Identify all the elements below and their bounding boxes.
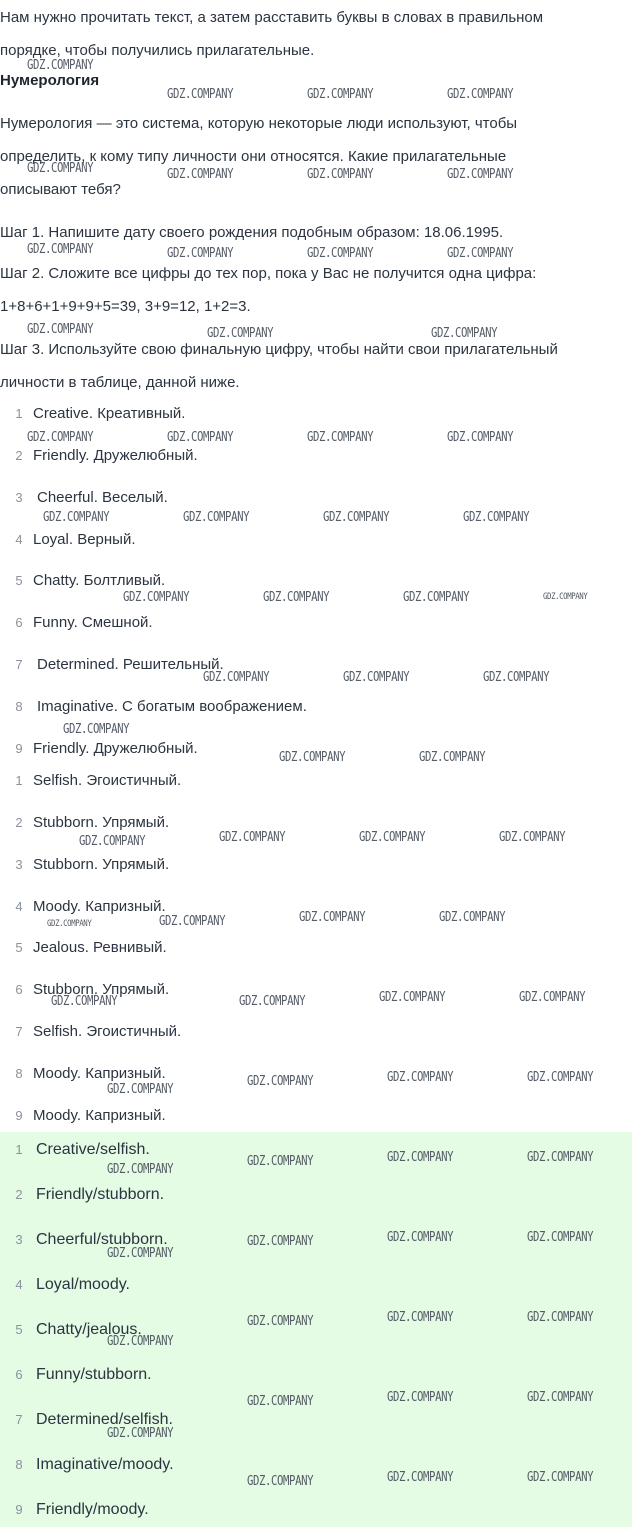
watermark: GDZ.COMPANY xyxy=(387,1230,454,1245)
watermark: GDZ.COMPANY xyxy=(527,1070,594,1085)
watermark: GDZ.COMPANY xyxy=(463,510,530,525)
item-text: Imaginative. С богатым воображением. xyxy=(37,698,307,715)
watermark: GDZ.COMPANY xyxy=(519,990,586,1005)
watermark: GDZ.COMPANY xyxy=(239,994,306,1009)
watermark: GDZ.COMPANY xyxy=(27,242,94,257)
step-3-line-2: личности в таблице, данной ниже. xyxy=(0,374,240,391)
watermark: GDZ.COMPANY xyxy=(307,87,374,102)
watermark: GDZ.COMPANY xyxy=(527,1390,594,1405)
item-text: Determined. Решительный. xyxy=(37,656,224,673)
item-number: 4 xyxy=(15,532,23,547)
watermark: GDZ.COMPANY xyxy=(447,87,514,102)
watermark: GDZ.COMPANY xyxy=(387,1310,454,1325)
item-number: 3 xyxy=(15,1232,23,1247)
watermark: GDZ.COMPANY xyxy=(159,914,226,929)
watermark: GDZ.COMPANY xyxy=(419,750,486,765)
item-number: 9 xyxy=(15,1108,23,1123)
item-number: 7 xyxy=(15,1024,23,1039)
item-text: Stubborn. Упрямый. xyxy=(33,856,170,873)
watermark: GDZ.COMPANY xyxy=(107,1334,174,1349)
item-text: Loyal/moody. xyxy=(36,1276,130,1293)
watermark: GDZ.COMPANY xyxy=(387,1150,454,1165)
item-number: 7 xyxy=(15,1412,23,1427)
watermark: GDZ.COMPANY xyxy=(123,590,190,605)
item-number: 6 xyxy=(15,615,23,630)
watermark: GDZ.COMPANY xyxy=(247,1074,314,1089)
item-number: 9 xyxy=(15,1502,23,1517)
item-text: Selfish. Эгоистичный. xyxy=(33,772,182,789)
watermark: GDZ.COMPANY xyxy=(51,994,118,1009)
item-text: Moody. Капризный. xyxy=(33,1065,166,1082)
item-text: Jealous. Ревнивый. xyxy=(33,939,167,956)
watermark: GDZ.COMPANY xyxy=(439,910,506,925)
description-line-1: Нумерология — это система, которую некоторые люди используют, чтобы xyxy=(0,115,518,132)
description-line-2: определить, к кому типу личности они относятся. Какие прилагательные xyxy=(0,148,507,165)
description-line-3: описывают тебя? xyxy=(0,181,121,198)
watermark: GDZ.COMPANY xyxy=(47,919,92,929)
item-number: 8 xyxy=(15,1066,23,1081)
watermark: GDZ.COMPANY xyxy=(43,510,110,525)
item-text: Stubborn. Упрямый. xyxy=(33,814,170,831)
step-2-line-2: 1+8+6+1+9+9+5=39, 3+9=12, 1+2=3. xyxy=(0,298,251,315)
watermark: GDZ.COMPANY xyxy=(27,161,94,176)
watermark: GDZ.COMPANY xyxy=(167,87,234,102)
watermark: GDZ.COMPANY xyxy=(63,722,130,737)
item-number: 6 xyxy=(15,982,23,997)
watermark: GDZ.COMPANY xyxy=(79,834,146,849)
watermark: GDZ.COMPANY xyxy=(167,246,234,261)
watermark: GDZ.COMPANY xyxy=(527,1470,594,1485)
item-number: 1 xyxy=(15,1142,23,1157)
watermark: GDZ.COMPANY xyxy=(247,1154,314,1169)
item-text: Stubborn. Упрямый. xyxy=(33,981,170,998)
watermark: GDZ.COMPANY xyxy=(167,167,234,182)
watermark: GDZ.COMPANY xyxy=(27,322,94,337)
watermark: GDZ.COMPANY xyxy=(403,590,470,605)
item-text: Friendly/moody. xyxy=(36,1501,149,1518)
item-text: Funny. Смешной. xyxy=(33,614,153,631)
watermark: GDZ.COMPANY xyxy=(323,510,390,525)
watermark: GDZ.COMPANY xyxy=(167,430,234,445)
item-text: Imaginative/moody. xyxy=(36,1456,174,1473)
item-number: 8 xyxy=(15,1457,23,1472)
watermark: GDZ.COMPANY xyxy=(359,830,426,845)
watermark: GDZ.COMPANY xyxy=(247,1314,314,1329)
watermark: GDZ.COMPANY xyxy=(307,167,374,182)
watermark: GDZ.COMPANY xyxy=(543,592,588,602)
item-number: 9 xyxy=(15,741,23,756)
item-text: Creative/selfish. xyxy=(36,1141,150,1158)
watermark: GDZ.COMPANY xyxy=(299,910,366,925)
intro-line-1: Нам нужно прочитать текст, а затем расставить буквы в словах в правильном xyxy=(0,9,544,26)
watermark: GDZ.COMPANY xyxy=(263,590,330,605)
item-text: Friendly. Дружелюбный. xyxy=(33,740,198,757)
item-number: 2 xyxy=(15,448,23,463)
watermark: GDZ.COMPANY xyxy=(107,1162,174,1177)
watermark: GDZ.COMPANY xyxy=(527,1230,594,1245)
watermark: GDZ.COMPANY xyxy=(379,990,446,1005)
watermark: GDZ.COMPANY xyxy=(247,1474,314,1489)
watermark: GDZ.COMPANY xyxy=(387,1390,454,1405)
answers-block xyxy=(0,1132,632,1527)
item-text: Cheerful/stubborn. xyxy=(36,1231,168,1248)
item-number: 6 xyxy=(15,1367,23,1382)
watermark: GDZ.COMPANY xyxy=(387,1070,454,1085)
item-number: 5 xyxy=(15,573,23,588)
item-number: 8 xyxy=(15,699,23,714)
item-number: 2 xyxy=(15,1187,23,1202)
watermark: GDZ.COMPANY xyxy=(247,1394,314,1409)
section-heading: Нумерология xyxy=(0,72,100,89)
watermark: GDZ.COMPANY xyxy=(107,1246,174,1261)
item-number: 7 xyxy=(15,657,23,672)
watermark: GDZ.COMPANY xyxy=(307,246,374,261)
item-text: Chatty. Болтливый. xyxy=(33,572,166,589)
watermark: GDZ.COMPANY xyxy=(27,430,94,445)
item-text: Determined/selfish. xyxy=(36,1411,173,1428)
item-number: 3 xyxy=(15,857,23,872)
watermark: GDZ.COMPANY xyxy=(483,670,550,685)
item-number: 4 xyxy=(15,899,23,914)
item-text: Moody. Капризный. xyxy=(33,898,166,915)
item-text: Cheerful. Веселый. xyxy=(37,489,168,506)
watermark: GDZ.COMPANY xyxy=(27,58,94,73)
watermark: GDZ.COMPANY xyxy=(107,1426,174,1441)
item-number: 2 xyxy=(15,815,23,830)
watermark: GDZ.COMPANY xyxy=(307,430,374,445)
item-number: 5 xyxy=(15,940,23,955)
item-text: Loyal. Верный. xyxy=(33,531,136,548)
watermark: GDZ.COMPANY xyxy=(207,326,274,341)
watermark: GDZ.COMPANY xyxy=(343,670,410,685)
item-text: Friendly. Дружелюбный. xyxy=(33,447,198,464)
item-number: 5 xyxy=(15,1322,23,1337)
watermark: GDZ.COMPANY xyxy=(203,670,270,685)
watermark: GDZ.COMPANY xyxy=(447,430,514,445)
watermark: GDZ.COMPANY xyxy=(107,1082,174,1097)
intro-line-2: порядке, чтобы получились прилагательные. xyxy=(0,42,315,59)
item-number: 3 xyxy=(15,490,23,505)
watermark: GDZ.COMPANY xyxy=(387,1470,454,1485)
watermark: GDZ.COMPANY xyxy=(527,1310,594,1325)
item-text: Moody. Капризный. xyxy=(33,1107,166,1124)
step-1: Шаг 1. Напишите дату своего рождения подобным образом: 18.06.1995. xyxy=(0,224,504,241)
watermark: GDZ.COMPANY xyxy=(219,830,286,845)
watermark: GDZ.COMPANY xyxy=(279,750,346,765)
watermark: GDZ.COMPANY xyxy=(527,1150,594,1165)
item-text: Selfish. Эгоистичный. xyxy=(33,1023,182,1040)
watermark: GDZ.COMPANY xyxy=(447,246,514,261)
item-number: 1 xyxy=(15,406,23,421)
step-2-line-1: Шаг 2. Сложите все цифры до тех пор, пока у Вас не получится одна цифра: xyxy=(0,265,537,282)
watermark: GDZ.COMPANY xyxy=(431,326,498,341)
watermark: GDZ.COMPANY xyxy=(447,167,514,182)
item-text: Funny/stubborn. xyxy=(36,1366,152,1383)
watermark: GDZ.COMPANY xyxy=(247,1234,314,1249)
watermark: GDZ.COMPANY xyxy=(499,830,566,845)
item-number: 4 xyxy=(15,1277,23,1292)
step-3-line-1: Шаг 3. Используйте свою финальную цифру, чтобы найти свои прилагательный xyxy=(0,341,558,358)
item-number: 1 xyxy=(15,773,23,788)
item-text: Creative. Креативный. xyxy=(33,405,186,422)
item-text: Friendly/stubborn. xyxy=(36,1186,165,1203)
item-text: Chatty/jealous. xyxy=(36,1321,142,1338)
watermark: GDZ.COMPANY xyxy=(183,510,250,525)
